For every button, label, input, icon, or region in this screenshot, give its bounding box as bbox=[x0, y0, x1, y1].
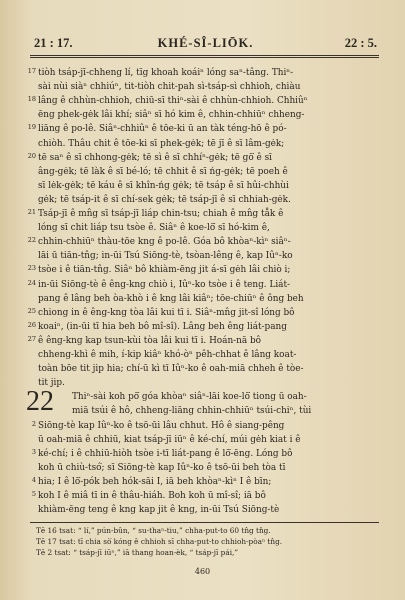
line-text: miā tsúi ê hô, chheng-liāng chhin-chhiūⁿ tsúi-chiⁿ, tùi bbox=[72, 406, 312, 417]
line-text: in-ūi Siōng-tè ê êng-kng chiò i, Iûⁿ-ko tsòe i ê teng. Liát- bbox=[38, 279, 291, 290]
text-line bbox=[22, 376, 377, 390]
text-line bbox=[22, 165, 377, 179]
footnote: Tē 16 tsat: “ lí,” pún-bûn, “ su-thaⁿ-tiu,” chha-put-to 60 tn̂g tn̂g. bbox=[36, 526, 271, 535]
line-text: ké-chí; i ê chhiū-hiòh tsòe i-tī liát-pang ê lō͘-ēng. Lóng bô bbox=[38, 448, 293, 459]
text-line bbox=[22, 207, 377, 221]
line-text: Siōng-tè kap Iûⁿ-ko ê tsō-ūi lâu chhut. Hô ê siang-pêng bbox=[38, 420, 285, 431]
text-line bbox=[22, 221, 377, 235]
line-text: sài nùi siàⁿ chhiúⁿ, tit-tiòh chit-pah sì-tsáp-sì chhioh, chiàu bbox=[38, 82, 301, 93]
line-text: chiong in ê êng-kng tòa lâi kui tī i. Siâⁿ-mn̂g jit-sî lóng bô bbox=[38, 307, 295, 318]
verse-number: 19 bbox=[27, 123, 36, 132]
line-text: ū oah-miā ê chhiū, kiat tsáp-jī iūⁿ ê ké-chí, múi gėh kiat i ê bbox=[38, 434, 301, 445]
text-line bbox=[22, 362, 377, 376]
text-line bbox=[22, 475, 377, 489]
text-line bbox=[22, 419, 377, 433]
page-number: 460 bbox=[194, 567, 211, 576]
text-line bbox=[22, 334, 377, 348]
line-text: Tsáp-jī ê mn̂g sī tsáp-jī liáp chin-tsu; chiah ê mn̂g tåk ê bbox=[38, 209, 284, 219]
line-text: lāi ū tiān-tn̂g; in-ūi Tsú Siōng-tè, tsòan-lêng ê, kap Iûⁿ-ko bbox=[38, 251, 293, 262]
text-line bbox=[22, 263, 377, 277]
line-text: pang ê lâng beh òa-khò i ê kng lâi kiâⁿ; tōe-chiūⁿ ê ông beh bbox=[38, 293, 304, 304]
verse-number: 21 bbox=[27, 208, 36, 216]
line-text: chiòh. Thâu chit ê tōe-ki sī phek-gėk; tē jī ê sī lâm-gėk; bbox=[38, 138, 285, 149]
footnote-rule bbox=[30, 522, 379, 523]
verse-number: 20 bbox=[27, 151, 36, 160]
line-text: liāng ê po-lê. Siâⁿ-chhiûⁿ ê tōe-ki ū an tàk téng-hō ê pó- bbox=[38, 124, 287, 135]
text-line bbox=[22, 80, 377, 94]
verse-number: 22 bbox=[27, 236, 36, 245]
footnote: Tē 17 tsat: tī chia sò͘ kóng ê chhioh sī chha-put-to chhioh-pòaⁿ tn̂g. bbox=[36, 537, 283, 546]
text-line bbox=[22, 94, 377, 108]
line-text: tē saⁿ ê sī chhong-gėk; tē sì ê sī chhíⁿ-gėk; tē gō͘ ê sī bbox=[38, 152, 272, 163]
verse-number: 27 bbox=[27, 334, 36, 343]
text-line bbox=[22, 390, 377, 404]
line-text: lóng sī chit liáp tsu tsòe ê. Siâⁿ ê koe-lō͘ sī hó-kim ê, bbox=[38, 223, 270, 234]
line-text: gėk; tē tsáp-it ê sī chí-sek gėk; tē tsáp-jī ê sī chhiah-gėk. bbox=[38, 194, 291, 205]
verse-number: 5 bbox=[31, 490, 36, 498]
line-text: sī lėk-gėk; tē káu ê sī khîn-ńg gėk; tē tsáp ê sī hûi-chhùi bbox=[38, 180, 289, 191]
header-right-ref: 22 : 5. bbox=[344, 36, 377, 50]
line-text: toàn bōe tit jip hia; chí-ū kì tī Iûⁿ-ko ê oah-miā chheh ê tòe- bbox=[38, 364, 304, 375]
chapter-number: 22 bbox=[26, 386, 54, 418]
text-line bbox=[22, 278, 377, 292]
line-text: ēng phek-gėk lâi khí; siâⁿ sī hó kim ê, chhin-chhiūⁿ chheng- bbox=[38, 110, 305, 121]
text-line bbox=[22, 404, 377, 418]
line-text: hia; I ê lō͘-pók beh hók-sāi I, iā beh khòaⁿ-kìⁿ I ê bīn; bbox=[38, 476, 272, 487]
header-rule-double bbox=[30, 57, 379, 58]
line-text: chhin-chhiūⁿ thàu-tōe kng ê po-lê. Góa bô khòaⁿ-kìⁿ siâⁿ- bbox=[38, 237, 291, 248]
text-line bbox=[22, 108, 377, 122]
line-text: tsòe i ê tiān-tn̂g. Siâⁿ bô khiàm-ēng jit á-sī gėh lâi chiò i; bbox=[38, 265, 291, 276]
text-line bbox=[22, 447, 377, 461]
text-line bbox=[22, 433, 377, 447]
line-text: ê êng-kng kap tsun-kùi tòa lâi kui tī i. Hoán-nā bô bbox=[38, 335, 262, 346]
line-text: lâng ê chhùn-chhioh, chiū-sī thiⁿ-sài ê chhùn-chhioh. Chhiûⁿ bbox=[38, 96, 308, 107]
verse-number: 18 bbox=[27, 95, 36, 104]
text-line bbox=[22, 235, 377, 249]
text-line bbox=[22, 179, 377, 193]
verse-number: 25 bbox=[27, 306, 36, 315]
header-rule bbox=[30, 55, 379, 56]
text-line bbox=[22, 193, 377, 207]
header-left-ref: 21 : 17. bbox=[34, 36, 73, 50]
verse-number: 4 bbox=[31, 475, 36, 484]
text-line bbox=[22, 489, 377, 503]
line-text: koaiⁿ, (in-ūi tī hia beh bô mî-sî). Lâng beh êng liát-pang bbox=[38, 321, 287, 332]
line-text: koh ū chiù-tsó͘; sī Siōng-tè kap Iûⁿ-ko ê tsō-ūi beh tòa tī bbox=[38, 462, 286, 473]
verse-number: 17 bbox=[27, 67, 36, 75]
line-text: âng-gėk; tē làk ê sī bé-ló; tē chhit ê sī ńg-gėk; tē poeh ê bbox=[38, 166, 288, 177]
text-line bbox=[22, 306, 377, 320]
text-line bbox=[22, 461, 377, 475]
text-line bbox=[22, 292, 377, 306]
running-header bbox=[34, 36, 377, 52]
line-text: Thiⁿ-sài koh pō͘ góa khòaⁿ siâⁿ-lāi koe-lō͘ tiong ū oah- bbox=[72, 392, 307, 403]
text-line bbox=[22, 320, 377, 334]
text-line bbox=[22, 66, 377, 80]
verse-number: 24 bbox=[27, 278, 36, 287]
text-line bbox=[22, 249, 377, 263]
line-text: tiòh tsáp-jī-chheng lí, tīg khoah koáiⁿ lóng saⁿ-tâng. Thiⁿ- bbox=[38, 68, 294, 78]
text-line bbox=[22, 348, 377, 362]
text-line bbox=[22, 503, 377, 517]
verse-number: 2 bbox=[31, 419, 36, 428]
line-text: khiàm-ēng teng ê kng kap jit ê kng, in-ūi Tsú Siōng-tè bbox=[38, 505, 280, 516]
verse-number: 3 bbox=[31, 447, 36, 456]
verse-number: 26 bbox=[27, 320, 36, 329]
header-title: KHÉ-SÎ-LIŌK. bbox=[157, 36, 254, 50]
text-line bbox=[22, 122, 377, 136]
line-text: koh I ê miâ tī in ê thâu-hiáh. Boh koh ū mî-sî; iā bô bbox=[38, 491, 266, 501]
verse-number: 23 bbox=[27, 264, 36, 273]
footnote: Tē 2 tsat: “ tsáp-jī iūⁿ,” iā thang hoan-èk, “ tsáp-jī pái,” bbox=[36, 548, 239, 557]
line-text: tit jip. bbox=[38, 378, 65, 389]
text-line bbox=[22, 151, 377, 165]
text-line bbox=[22, 137, 377, 151]
line-text: chheng-khì ê mih, í-kip kiâⁿ khó-òⁿ pêh-chhat ê lâng koat- bbox=[38, 350, 297, 360]
